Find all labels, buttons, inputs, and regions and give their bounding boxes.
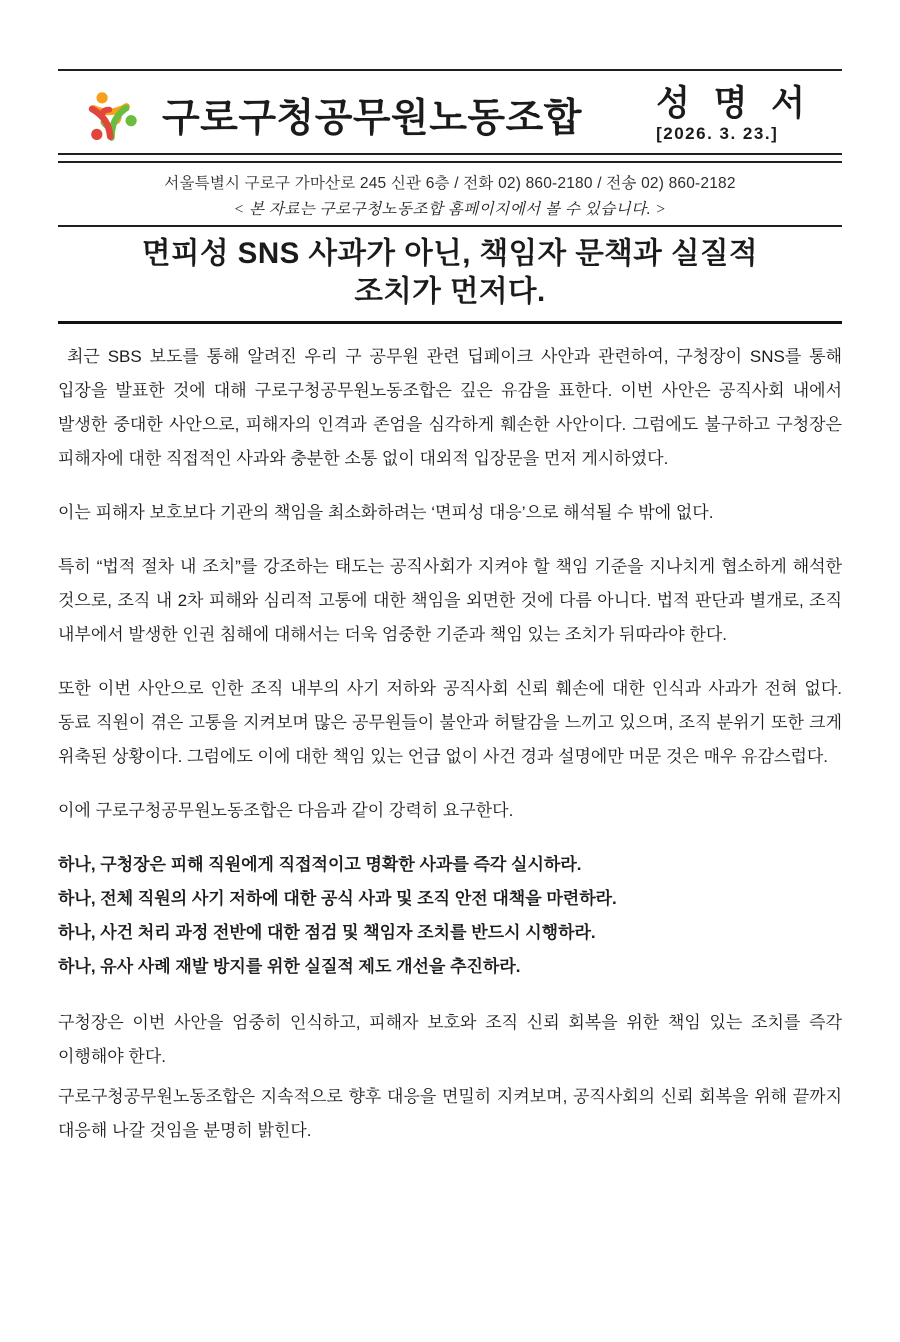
- header-divider: [58, 153, 842, 163]
- closing-section: [58, 1006, 842, 1148]
- doc-date: [2026. 3. 23.]: [656, 124, 779, 144]
- demand-item: 하나, 구청장은 피해 직원에게 직접적이고 명확한 사과를 즉각 실시하라.: [58, 855, 582, 874]
- masthead-divider: [58, 225, 842, 227]
- demand-item: 하나, 유사 사례 재발 방지를 위한 실질적 제도 개선을 추진하라.: [58, 957, 521, 976]
- document-page: [0, 69, 900, 1148]
- body-paragraph: 또한 이번 사안으로 인한 조직 내부의 사기 저하와 공직사회 신뢰 훼손에 대한 인식과 사과가 전혀 없다. 동료 직원이 겪은 고통을 지켜보며 많은 공무원들이 불안과 허탈감을 느끼고 있으며, 조직 분위기 또한 크게 위축된 상황이다. 그럼에도 이에 대한 책임 있는 언급 없이 사건 경과 설명에만 머문 것은 매우 유감스럽다.: [58, 679, 842, 766]
- union-people-logo-icon: [72, 82, 148, 148]
- statement-title: [58, 235, 842, 311]
- demand-list: [58, 848, 842, 984]
- demand-item: 하나, 사건 처리 과정 전반에 대한 점검 및 책임자 조치를 반드시 시행하라.: [58, 923, 596, 942]
- body-paragraph: 최근 SBS 보도를 통해 알려진 우리 구 공무원 관련 딥페이크 사안과 관련하여, 구청장이 SNS를 통해 입장을 발표한 것에 대해 구로구청공무원노동조합은 깊은 유감을 표한다. 이번 사안은 공직사회 내에서 발생한 중대한 사안으로, 피해자의 인격과 존엄을 심각하게 훼손한 사안이다. 그럼에도 불구하고 구청장은 피해자에 대한 직접적인 사과와 충분한 소통 없이 대외적 입장문을 먼저 게시하였다.: [58, 347, 842, 468]
- closing-paragraph: 구청장은 이번 사안을 엄중히 인식하고, 피해자 보호와 조직 신뢰 회복을 위한 책임 있는 조치를 즉각 이행해야 한다.: [58, 1013, 842, 1066]
- address-line: 서울특별시 구로구 가마산로 245 신관 6층 / 전화 02) 860-2180 / 전송 02) 860-2182: [164, 175, 736, 192]
- closing-paragraph: 구로구청공무원노동조합은 지속적으로 향후 대응을 면밀히 지켜보며, 공직사회의 신뢰 회복을 위해 끝까지 대응해 나갈 것임을 분명히 밝힌다.: [58, 1087, 842, 1140]
- body-paragraph: 특히 “법적 절차 내 조치”를 강조하는 태도는 공직사회가 지켜야 할 책임 기준을 지나치게 협소하게 해석한 것으로, 조직 내 2차 피해와 심리적 고통에 대한 책임을 외면한 것에 다름 아니다. 법적 판단과 별개로, 조직 내부에서 발생한 인권 침해에 대해서는 더욱 엄중한 기준과 책임 있는 조치가 뒤따라야 한다.: [58, 557, 842, 644]
- body-paragraph: 이에 구로구청공무원노동조합은 다음과 같이 강력히 요구한다.: [58, 801, 514, 820]
- title-divider: [58, 321, 842, 324]
- letterhead: [58, 71, 842, 153]
- org-name: 구로구청공무원노동조합: [162, 97, 582, 140]
- homepage-notice-line: < 본 자료는 구로구청노동조합 홈페이지에서 볼 수 있습니다. >: [233, 201, 667, 218]
- doc-type-block: [656, 83, 838, 145]
- statement-title-line2: 조치가 먼저다.: [354, 275, 546, 308]
- statement-title-line1: 면피성 SNS 사과가 아닌, 책임자 문책과 실질적: [142, 237, 758, 270]
- statement-body: [58, 340, 842, 1148]
- body-paragraph: 이는 피해자 보호보다 기관의 책임을 최소화하려는 ‘면피성 대응’으로 해석될 수 밖에 없다.: [58, 503, 714, 522]
- doc-type-label: 성 명 서: [656, 83, 812, 123]
- demand-item: 하나, 전체 직원의 사기 저하에 대한 공식 사과 및 조직 안전 대책을 마련하라.: [58, 889, 617, 908]
